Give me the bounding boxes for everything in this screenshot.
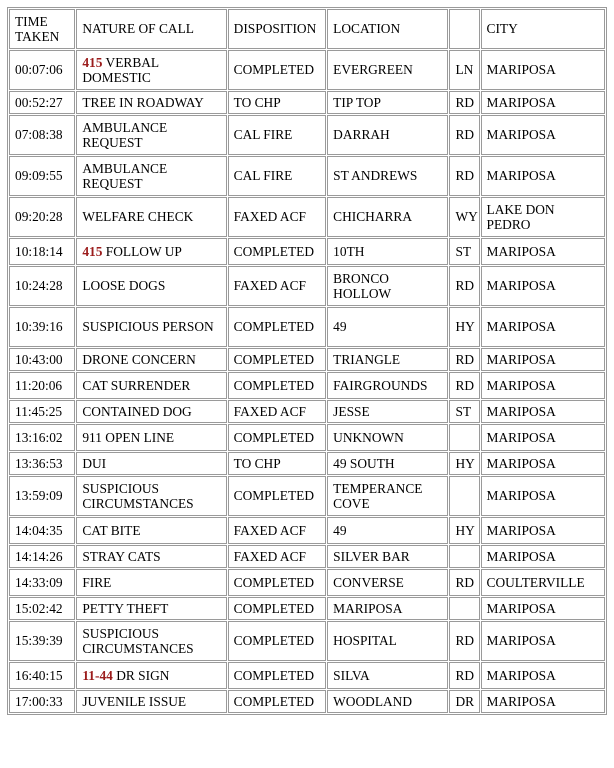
cell-city: COULTERVILLE [481,569,605,596]
cell-city: MARIPOSA [481,238,605,265]
table-row [9,545,605,568]
cell-time: 11:45:25 [9,400,75,423]
call-log-body [9,50,605,713]
nature-text: JUVENILE ISSUE [82,693,187,709]
nature-text: SUSPICIOUS CIRCUMSTANCES [82,480,194,511]
header-type [449,9,479,49]
table-row [9,197,605,237]
nature-text: CAT SURRENDER [82,377,191,393]
cell-city: MARIPOSA [481,545,605,568]
cell-street-type: HY [449,307,479,347]
cell-disposition: COMPLETED [228,597,327,620]
cell-nature [76,266,226,306]
table-row [9,238,605,265]
cell-location: HOSPITAL [327,621,448,661]
cell-disposition: COMPLETED [228,307,327,347]
cell-city: MARIPOSA [481,50,605,90]
cell-location: CONVERSE [327,569,448,596]
cell-street-type: HY [449,452,479,475]
cell-time: 00:52:27 [9,91,75,114]
table-row [9,91,605,114]
cell-city: LAKE DON PEDRO [481,197,605,237]
cell-nature [76,156,226,196]
table-row [9,476,605,516]
cell-nature [76,307,226,347]
cell-location: 49 [327,307,448,347]
cell-time: 13:59:09 [9,476,75,516]
cell-time: 09:20:28 [9,197,75,237]
cell-street-type: DR [449,690,479,713]
cell-disposition: COMPLETED [228,662,327,689]
cell-city: MARIPOSA [481,400,605,423]
cell-time: 13:36:53 [9,452,75,475]
nature-text: STRAY CATS [82,548,161,564]
cell-location: MARIPOSA [327,597,448,620]
nature-text: DRONE CONCERN [82,351,196,367]
table-row [9,115,605,155]
cell-nature [76,452,226,475]
cell-time: 00:07:06 [9,50,75,90]
header-location: LOCATION [327,9,448,49]
cell-city: MARIPOSA [481,372,605,399]
nature-text: SUSPICIOUS CIRCUMSTANCES [82,625,194,656]
cell-time: 16:40:15 [9,662,75,689]
cell-street-type: LN [449,50,479,90]
nature-text: LOOSE DOGS [82,278,166,294]
cell-street-type: WY [449,197,479,237]
nature-text: TREE IN ROADWAY [82,94,204,110]
cell-time: 10:39:16 [9,307,75,347]
cell-disposition: FAXED ACF [228,400,327,423]
cell-location: CHICHARRA [327,197,448,237]
cell-time: 10:18:14 [9,238,75,265]
cell-time: 09:09:55 [9,156,75,196]
cell-disposition: COMPLETED [228,238,327,265]
cell-city: MARIPOSA [481,115,605,155]
cell-disposition: COMPLETED [228,424,327,451]
cell-location: TRIANGLE [327,348,448,371]
cell-nature [76,621,226,661]
cell-location: TEMPERANCE COVE [327,476,448,516]
cell-disposition: FAXED ACF [228,517,327,544]
cell-street-type [449,597,479,620]
nature-text: VERBAL DOMESTIC [82,54,159,85]
cell-disposition: FAXED ACF [228,266,327,306]
cell-street-type [449,424,479,451]
cell-street-type: ST [449,400,479,423]
call-log-table [7,7,607,715]
nature-text: FOLLOW UP [105,243,182,259]
table-row [9,156,605,196]
table-row [9,452,605,475]
penal-code: 415 [82,54,103,70]
cell-time: 15:39:39 [9,621,75,661]
cell-city: MARIPOSA [481,517,605,544]
nature-text: PETTY THEFT [82,600,169,616]
cell-location: SILVER BAR [327,545,448,568]
cell-time: 14:04:35 [9,517,75,544]
cell-nature [76,662,226,689]
table-row [9,424,605,451]
cell-nature [76,569,226,596]
cell-nature [76,597,226,620]
cell-city: MARIPOSA [481,424,605,451]
cell-nature [76,424,226,451]
cell-disposition: COMPLETED [228,690,327,713]
cell-city: MARIPOSA [481,452,605,475]
cell-street-type: RD [449,569,479,596]
cell-street-type: RD [449,156,479,196]
nature-text: FIRE [82,574,112,590]
nature-text: WELFARE CHECK [82,209,194,225]
table-row [9,307,605,347]
cell-nature [76,197,226,237]
table-row [9,621,605,661]
cell-street-type: RD [449,348,479,371]
header-row [9,9,605,49]
cell-nature [76,372,226,399]
cell-street-type [449,476,479,516]
cell-disposition: FAXED ACF [228,197,327,237]
cell-location: JESSE [327,400,448,423]
table-row [9,517,605,544]
table-row [9,400,605,423]
penal-code: 11-44 [82,667,113,683]
cell-street-type: RD [449,91,479,114]
cell-location: 10TH [327,238,448,265]
cell-nature [76,517,226,544]
cell-disposition: COMPLETED [228,348,327,371]
table-row [9,569,605,596]
table-row [9,662,605,689]
cell-street-type: HY [449,517,479,544]
header-nature: NATURE OF CALL [76,9,226,49]
nature-text: 911 OPEN LINE [82,429,175,445]
table-row [9,597,605,620]
cell-city: MARIPOSA [481,597,605,620]
cell-disposition: COMPLETED [228,621,327,661]
cell-time: 10:43:00 [9,348,75,371]
cell-disposition: CAL FIRE [228,115,327,155]
cell-nature [76,476,226,516]
cell-location: 49 SOUTH [327,452,448,475]
cell-location: WOODLAND [327,690,448,713]
cell-street-type: RD [449,662,479,689]
cell-nature [76,348,226,371]
cell-disposition: CAL FIRE [228,156,327,196]
cell-disposition: TO CHP [228,452,327,475]
cell-city: MARIPOSA [481,476,605,516]
cell-nature [76,91,226,114]
nature-text: AMBULANCE REQUEST [82,119,168,150]
nature-text: DUI [82,455,107,471]
table-row [9,266,605,306]
cell-nature [76,400,226,423]
cell-nature [76,238,226,265]
cell-location: FAIRGROUNDS [327,372,448,399]
cell-city: MARIPOSA [481,307,605,347]
nature-text: SUSPICIOUS PERSON [82,319,214,335]
nature-text: CAT BITE [82,522,141,538]
nature-text: DR SIGN [116,667,170,683]
header-disposition: DISPOSITION [228,9,327,49]
cell-location: 49 [327,517,448,544]
cell-city: MARIPOSA [481,156,605,196]
cell-disposition: COMPLETED [228,372,327,399]
cell-disposition: FAXED ACF [228,545,327,568]
cell-time: 15:02:42 [9,597,75,620]
penal-code: 415 [82,243,103,259]
cell-city: MARIPOSA [481,266,605,306]
cell-location: SILVA [327,662,448,689]
cell-location: ST ANDREWS [327,156,448,196]
cell-disposition: COMPLETED [228,569,327,596]
cell-street-type: RD [449,266,479,306]
cell-location: BRONCO HOLLOW [327,266,448,306]
table-row [9,50,605,90]
cell-nature [76,690,226,713]
cell-disposition: COMPLETED [228,476,327,516]
cell-city: MARIPOSA [481,91,605,114]
cell-disposition: TO CHP [228,91,327,114]
nature-text: CONTAINED DOG [82,403,192,419]
call-log-container [7,7,607,715]
cell-time: 13:16:02 [9,424,75,451]
cell-city: MARIPOSA [481,621,605,661]
cell-street-type: RD [449,621,479,661]
cell-location: EVERGREEN [327,50,448,90]
cell-time: 17:00:33 [9,690,75,713]
table-row [9,690,605,713]
table-row [9,348,605,371]
cell-street-type: RD [449,115,479,155]
cell-time: 11:20:06 [9,372,75,399]
nature-text: AMBULANCE REQUEST [82,160,168,191]
cell-location: TIP TOP [327,91,448,114]
cell-time: 14:33:09 [9,569,75,596]
header-time: TIME TAKEN [9,9,75,49]
cell-time: 07:08:38 [9,115,75,155]
cell-disposition: COMPLETED [228,50,327,90]
cell-street-type [449,545,479,568]
cell-time: 10:24:28 [9,266,75,306]
cell-location: DARRAH [327,115,448,155]
cell-location: UNKNOWN [327,424,448,451]
cell-time: 14:14:26 [9,545,75,568]
cell-nature [76,115,226,155]
cell-nature [76,545,226,568]
cell-city: MARIPOSA [481,662,605,689]
table-row [9,372,605,399]
cell-nature [76,50,226,90]
cell-street-type: RD [449,372,479,399]
header-city: CITY [481,9,605,49]
cell-street-type: ST [449,238,479,265]
cell-city: MARIPOSA [481,348,605,371]
cell-city: MARIPOSA [481,690,605,713]
